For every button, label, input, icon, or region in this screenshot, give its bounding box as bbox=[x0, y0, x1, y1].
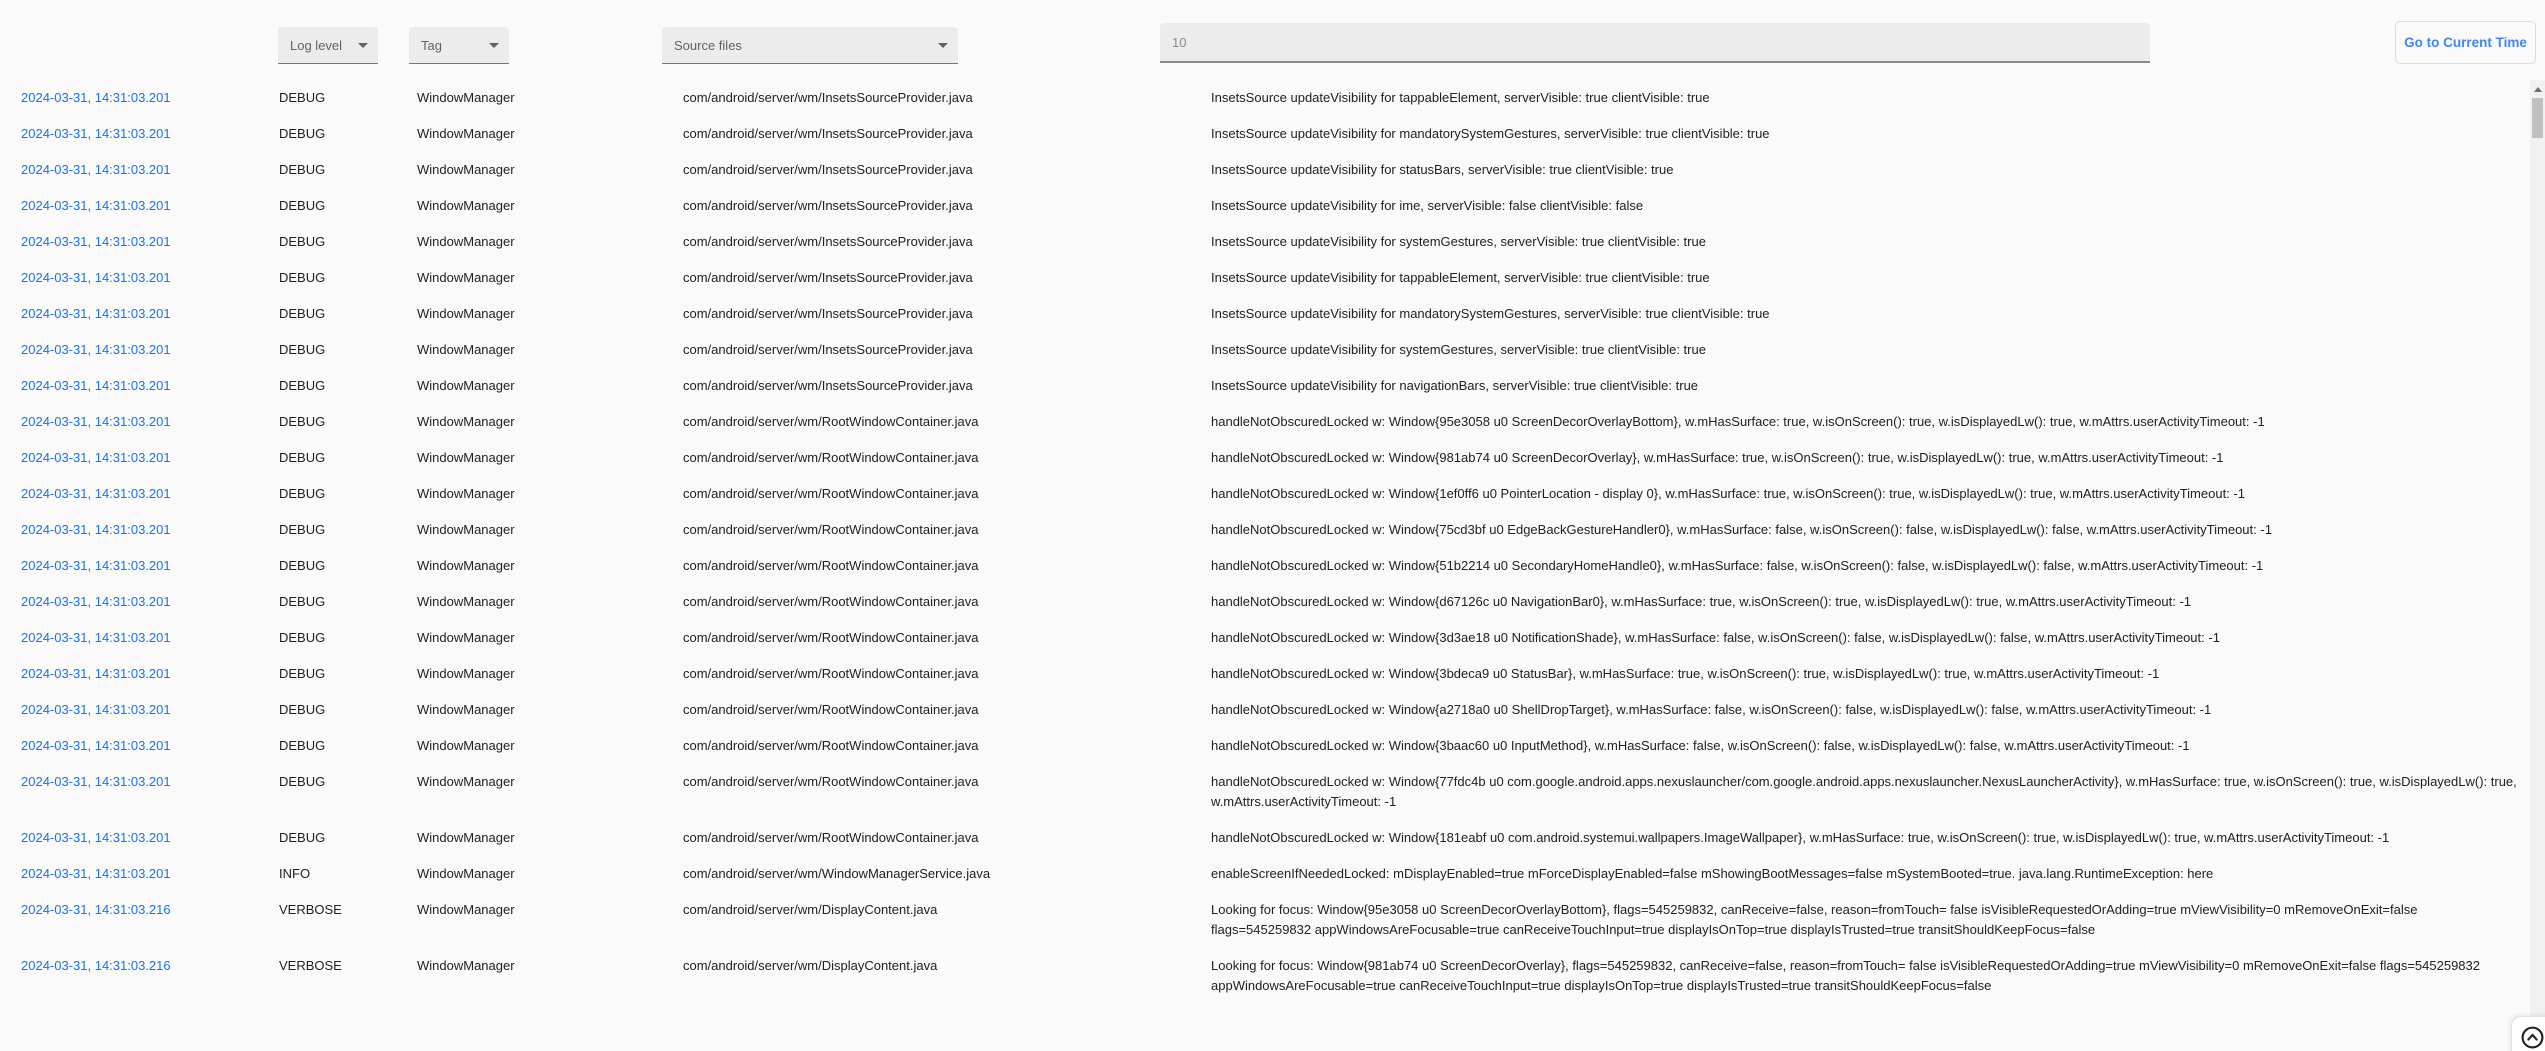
log-timestamp-link[interactable]: 2024-03-31, 14:31:03.201 bbox=[21, 630, 171, 645]
log-level: DEBUG bbox=[279, 830, 326, 845]
log-timestamp-link[interactable]: 2024-03-31, 14:31:03.216 bbox=[21, 958, 171, 973]
log-level: DEBUG bbox=[279, 90, 326, 105]
log-timestamp-link[interactable]: 2024-03-31, 14:31:03.201 bbox=[21, 830, 171, 845]
log-timestamp-link[interactable]: 2024-03-31, 14:31:03.201 bbox=[21, 126, 171, 141]
log-timestamp-link[interactable]: 2024-03-31, 14:31:03.201 bbox=[21, 306, 171, 321]
log-tag: WindowManager bbox=[417, 702, 515, 717]
log-source-file: com/android/server/wm/InsetsSourceProvider.java bbox=[683, 90, 973, 105]
source-files-select-label: Source files bbox=[674, 37, 742, 53]
log-tag: WindowManager bbox=[417, 162, 515, 177]
log-row bbox=[0, 584, 2530, 620]
log-source-file: com/android/server/wm/DisplayContent.java bbox=[683, 902, 938, 917]
log-tag: WindowManager bbox=[417, 414, 515, 429]
log-source-file: com/android/server/wm/InsetsSourceProvider.java bbox=[683, 198, 973, 213]
log-tag: WindowManager bbox=[417, 774, 515, 789]
log-level: DEBUG bbox=[279, 378, 326, 393]
log-level: VERBOSE bbox=[279, 902, 342, 917]
scrollbar-up-arrow-icon[interactable] bbox=[2530, 82, 2545, 97]
log-source-file: com/android/server/wm/RootWindowContainer.java bbox=[683, 666, 979, 681]
log-row bbox=[0, 296, 2530, 332]
log-timestamp-link[interactable]: 2024-03-31, 14:31:03.201 bbox=[21, 378, 171, 393]
tag-select-label: Tag bbox=[421, 37, 442, 53]
log-tag: WindowManager bbox=[417, 378, 515, 393]
log-row bbox=[0, 404, 2530, 440]
log-message: handleNotObscuredLocked w: Window{95e3058 u0 ScreenDecorOverlayBottom}, w.mHasSurface: true, w.isOnScreen(): true, w.isDisplayedLw(): true, w.mAttrs.userActivityTimeout: -1 bbox=[1211, 414, 2265, 429]
log-message: handleNotObscuredLocked w: Window{181eabf u0 com.android.systemui.wallpapers.ImageWallpaper}, w.mHasSurface: true, w.isOnScreen(): true, w.isDisplayedLw(): true, w.mAttrs.userActivityTimeout: -1 bbox=[1211, 830, 2390, 845]
log-tag: WindowManager bbox=[417, 126, 515, 141]
log-row bbox=[0, 728, 2530, 764]
log-level: DEBUG bbox=[279, 234, 326, 249]
log-timestamp-link[interactable]: 2024-03-31, 14:31:03.201 bbox=[21, 738, 171, 753]
log-level: DEBUG bbox=[279, 702, 326, 717]
log-timestamp-link[interactable]: 2024-03-31, 14:31:03.216 bbox=[21, 902, 171, 917]
log-list bbox=[0, 80, 2530, 1004]
log-level: VERBOSE bbox=[279, 958, 342, 973]
log-source-file: com/android/server/wm/InsetsSourceProvider.java bbox=[683, 162, 973, 177]
log-message: InsetsSource updateVisibility for systemGestures, serverVisible: true clientVisible: true bbox=[1211, 342, 1706, 357]
log-row bbox=[0, 820, 2530, 856]
log-timestamp-link[interactable]: 2024-03-31, 14:31:03.201 bbox=[21, 702, 171, 717]
scrollbar-thumb[interactable] bbox=[2532, 98, 2543, 138]
log-tag: WindowManager bbox=[417, 866, 515, 881]
log-level: DEBUG bbox=[279, 594, 326, 609]
go-to-current-time-button[interactable]: Go to Current Time bbox=[2395, 21, 2536, 64]
log-tag: WindowManager bbox=[417, 234, 515, 249]
log-tag: WindowManager bbox=[417, 522, 515, 537]
log-row bbox=[0, 332, 2530, 368]
log-timestamp-link[interactable]: 2024-03-31, 14:31:03.201 bbox=[21, 198, 171, 213]
log-message: InsetsSource updateVisibility for mandatorySystemGestures, serverVisible: true clientVisible: true bbox=[1211, 306, 1770, 321]
tag-select[interactable] bbox=[409, 27, 509, 64]
log-tag: WindowManager bbox=[417, 902, 515, 917]
log-source-file: com/android/server/wm/RootWindowContainer.java bbox=[683, 414, 979, 429]
log-row bbox=[0, 260, 2530, 296]
filters-toolbar bbox=[0, 0, 2545, 80]
log-level: INFO bbox=[279, 866, 311, 881]
log-source-file: com/android/server/wm/RootWindowContainer.java bbox=[683, 738, 979, 753]
log-row bbox=[0, 368, 2530, 404]
log-source-file: com/android/server/wm/InsetsSourceProvider.java bbox=[683, 378, 973, 393]
log-tag: WindowManager bbox=[417, 342, 515, 357]
log-row bbox=[0, 116, 2530, 152]
log-level: DEBUG bbox=[279, 774, 326, 789]
log-level: DEBUG bbox=[279, 486, 326, 501]
log-message: handleNotObscuredLocked w: Window{981ab74 u0 ScreenDecorOverlay}, w.mHasSurface: true, w.isOnScreen(): true, w.isDisplayedLw(): true, w.mAttrs.userActivityTimeout: -1 bbox=[1211, 450, 2224, 465]
log-message: handleNotObscuredLocked w: Window{77fdc4b u0 com.google.android.apps.nexuslauncher/com.google.android.apps.nexuslauncher.NexusLauncherActivity}, w.mHasSurface: true, w.isOnScreen(): true, w.isDisplayedLw(): true, w.mAttrs.userActivityTimeout: -1 bbox=[1211, 774, 2517, 809]
log-source-file: com/android/server/wm/InsetsSourceProvider.java bbox=[683, 126, 973, 141]
scroll-to-top-button[interactable] bbox=[2511, 1016, 2545, 1051]
log-source-file: com/android/server/wm/InsetsSourceProvider.java bbox=[683, 234, 973, 249]
log-timestamp-link[interactable]: 2024-03-31, 14:31:03.201 bbox=[21, 774, 171, 789]
log-message: InsetsSource updateVisibility for ime, serverVisible: false clientVisible: false bbox=[1211, 198, 1644, 213]
log-level: DEBUG bbox=[279, 270, 326, 285]
log-row bbox=[0, 764, 2530, 820]
log-message: handleNotObscuredLocked w: Window{1ef0ff6 u0 PointerLocation - display 0}, w.mHasSurface: true, w.isOnScreen(): true, w.isDisplayedLw(): true, w.mAttrs.userActivityTimeout: -1 bbox=[1211, 486, 2245, 501]
log-level-select-label: Log level bbox=[290, 37, 343, 53]
log-timestamp-link[interactable]: 2024-03-31, 14:31:03.201 bbox=[21, 414, 171, 429]
log-message: InsetsSource updateVisibility for mandatorySystemGestures, serverVisible: true clientVisible: true bbox=[1211, 126, 1770, 141]
log-level: DEBUG bbox=[279, 738, 326, 753]
log-tag: WindowManager bbox=[417, 90, 515, 105]
log-source-file: com/android/server/wm/WindowManagerService.java bbox=[683, 866, 991, 881]
log-message: Looking for focus: Window{95e3058 u0 ScreenDecorOverlayBottom}, flags=545259832, canReceive=false, reason=fromTouch= false isVisibleRequestedOrAdding=true mViewVisibility=0 mRemoveOnExit=false flags=545259832 appWindowsAreFocusable=true canReceiveTouchInput=true displayIsOnTop=true displayIsTrusted=true transitShouldKeepFocus=false bbox=[1211, 902, 2418, 937]
log-row bbox=[0, 440, 2530, 476]
log-message: InsetsSource updateVisibility for statusBars, serverVisible: true clientVisible: true bbox=[1211, 162, 1674, 177]
log-timestamp-link[interactable]: 2024-03-31, 14:31:03.201 bbox=[21, 234, 171, 249]
log-message: InsetsSource updateVisibility for tappableElement, serverVisible: true clientVisible: true bbox=[1211, 90, 1710, 105]
log-row bbox=[0, 188, 2530, 224]
log-tag: WindowManager bbox=[417, 270, 515, 285]
log-source-file: com/android/server/wm/DisplayContent.java bbox=[683, 958, 938, 973]
log-level: DEBUG bbox=[279, 522, 326, 537]
vertical-scrollbar[interactable] bbox=[2530, 80, 2545, 1051]
log-source-file: com/android/server/wm/RootWindowContainer.java bbox=[683, 558, 979, 573]
log-message: handleNotObscuredLocked w: Window{3d3ae18 u0 NotificationShade}, w.mHasSurface: false, w.isOnScreen(): false, w.isDisplayedLw(): false, w.mAttrs.userActivityTimeout: -1 bbox=[1211, 630, 2220, 645]
log-timestamp-link[interactable]: 2024-03-31, 14:31:03.201 bbox=[21, 486, 171, 501]
log-message: Looking for focus: Window{981ab74 u0 ScreenDecorOverlay}, flags=545259832, canReceive=false, reason=fromTouch= false isVisibleRequestedOrAdding=true mViewVisibility=0 mRemoveOnExit=false flags=545259832 appWindowsAreFocusable=true canReceiveTouchInput=true displayIsOnTop=true displayIsTrusted=true transitShouldKeepFocus=false bbox=[1211, 958, 2480, 993]
chevron-down-icon bbox=[358, 43, 368, 48]
log-tag: WindowManager bbox=[417, 666, 515, 681]
log-row bbox=[0, 692, 2530, 728]
log-message: handleNotObscuredLocked w: Window{75cd3bf u0 EdgeBackGestureHandler0}, w.mHasSurface: false, w.isOnScreen(): false, w.isDisplayedLw(): false, w.mAttrs.userActivityTimeout: -1 bbox=[1211, 522, 2272, 537]
log-tag: WindowManager bbox=[417, 486, 515, 501]
log-timestamp-link[interactable]: 2024-03-31, 14:31:03.201 bbox=[21, 162, 171, 177]
log-source-file: com/android/server/wm/RootWindowContainer.java bbox=[683, 630, 979, 645]
log-level: DEBUG bbox=[279, 342, 326, 357]
log-timestamp-link[interactable]: 2024-03-31, 14:31:03.201 bbox=[21, 90, 171, 105]
log-message: InsetsSource updateVisibility for navigationBars, serverVisible: true clientVisible: true bbox=[1211, 378, 1699, 393]
log-tag: WindowManager bbox=[417, 958, 515, 973]
log-tag: WindowManager bbox=[417, 198, 515, 213]
log-row bbox=[0, 224, 2530, 260]
log-source-file: com/android/server/wm/RootWindowContainer.java bbox=[683, 702, 979, 717]
log-timestamp-link[interactable]: 2024-03-31, 14:31:03.201 bbox=[21, 594, 171, 609]
log-source-file: com/android/server/wm/RootWindowContainer.java bbox=[683, 522, 979, 537]
log-source-file: com/android/server/wm/RootWindowContainer.java bbox=[683, 486, 979, 501]
log-message: enableScreenIfNeededLocked: mDisplayEnabled=true mForceDisplayEnabled=false mShowingBootMessages=false mSystemBooted=true. java.lang.RuntimeException: here bbox=[1211, 866, 2214, 881]
log-level: DEBUG bbox=[279, 306, 326, 321]
log-tag: WindowManager bbox=[417, 830, 515, 845]
log-source-file: com/android/server/wm/InsetsSourceProvider.java bbox=[683, 306, 973, 321]
log-tag: WindowManager bbox=[417, 630, 515, 645]
log-message: handleNotObscuredLocked w: Window{d67126c u0 NavigationBar0}, w.mHasSurface: true, w.isOnScreen(): true, w.isDisplayedLw(): true, w.mAttrs.userActivityTimeout: -1 bbox=[1211, 594, 2192, 609]
log-timestamp-link[interactable]: 2024-03-31, 14:31:03.201 bbox=[21, 342, 171, 357]
log-level: DEBUG bbox=[279, 162, 326, 177]
log-row bbox=[0, 512, 2530, 548]
log-tag: WindowManager bbox=[417, 594, 515, 609]
log-source-file: com/android/server/wm/RootWindowContainer.java bbox=[683, 450, 979, 465]
log-row bbox=[0, 856, 2530, 892]
log-message: InsetsSource updateVisibility for tappableElement, serverVisible: true clientVisible: true bbox=[1211, 270, 1710, 285]
source-files-select[interactable] bbox=[662, 27, 958, 64]
log-level: DEBUG bbox=[279, 414, 326, 429]
log-tag: WindowManager bbox=[417, 450, 515, 465]
log-level-select[interactable] bbox=[278, 27, 378, 64]
log-timestamp-link[interactable]: 2024-03-31, 14:31:03.201 bbox=[21, 666, 171, 681]
log-message: handleNotObscuredLocked w: Window{a2718a0 u0 ShellDropTarget}, w.mHasSurface: false, w.isOnScreen(): false, w.isDisplayedLw(): false, w.mAttrs.userActivityTimeout: -1 bbox=[1211, 702, 2212, 717]
log-timestamp-link[interactable]: 2024-03-31, 14:31:03.201 bbox=[21, 270, 171, 285]
log-level: DEBUG bbox=[279, 666, 326, 681]
log-timestamp-link[interactable]: 2024-03-31, 14:31:03.201 bbox=[21, 522, 171, 537]
log-timestamp-link[interactable]: 2024-03-31, 14:31:03.201 bbox=[21, 866, 171, 881]
log-message: handleNotObscuredLocked w: Window{3bdeca9 u0 StatusBar}, w.mHasSurface: true, w.isOnScreen(): true, w.isDisplayedLw(): true, w.mAttrs.userActivityTimeout: -1 bbox=[1211, 666, 2160, 681]
log-tag: WindowManager bbox=[417, 738, 515, 753]
log-source-file: com/android/server/wm/InsetsSourceProvider.java bbox=[683, 342, 973, 357]
log-level: DEBUG bbox=[279, 450, 326, 465]
log-row bbox=[0, 892, 2530, 948]
log-row bbox=[0, 620, 2530, 656]
log-level: DEBUG bbox=[279, 198, 326, 213]
chevron-down-icon bbox=[938, 43, 948, 48]
log-message: InsetsSource updateVisibility for systemGestures, serverVisible: true clientVisible: true bbox=[1211, 234, 1706, 249]
log-source-file: com/android/server/wm/RootWindowContainer.java bbox=[683, 830, 979, 845]
log-row bbox=[0, 152, 2530, 188]
log-source-file: com/android/server/wm/RootWindowContainer.java bbox=[683, 774, 979, 789]
log-source-file: com/android/server/wm/InsetsSourceProvider.java bbox=[683, 270, 973, 285]
log-timestamp-link[interactable]: 2024-03-31, 14:31:03.201 bbox=[21, 450, 171, 465]
circle-chevron-up-icon bbox=[2520, 1025, 2545, 1050]
log-message: handleNotObscuredLocked w: Window{51b2214 u0 SecondaryHomeHandle0}, w.mHasSurface: false, w.isOnScreen(): false, w.isDisplayedLw(): false, w.mAttrs.userActivityTimeout: -1 bbox=[1211, 558, 2264, 573]
log-row bbox=[0, 80, 2530, 116]
log-row bbox=[0, 656, 2530, 692]
log-row bbox=[0, 548, 2530, 584]
log-message: handleNotObscuredLocked w: Window{3baac60 u0 InputMethod}, w.mHasSurface: false, w.isOnScreen(): false, w.isDisplayedLw(): false, w.mAttrs.userActivityTimeout: -1 bbox=[1211, 738, 2190, 753]
log-timestamp-link[interactable]: 2024-03-31, 14:31:03.201 bbox=[21, 558, 171, 573]
log-level: DEBUG bbox=[279, 630, 326, 645]
log-source-file: com/android/server/wm/RootWindowContainer.java bbox=[683, 594, 979, 609]
log-level: DEBUG bbox=[279, 558, 326, 573]
log-tag: WindowManager bbox=[417, 558, 515, 573]
log-row bbox=[0, 948, 2530, 1004]
log-tag: WindowManager bbox=[417, 306, 515, 321]
search-filter-input[interactable] bbox=[1160, 23, 2150, 63]
log-level: DEBUG bbox=[279, 126, 326, 141]
chevron-down-icon bbox=[489, 43, 499, 48]
log-row bbox=[0, 476, 2530, 512]
